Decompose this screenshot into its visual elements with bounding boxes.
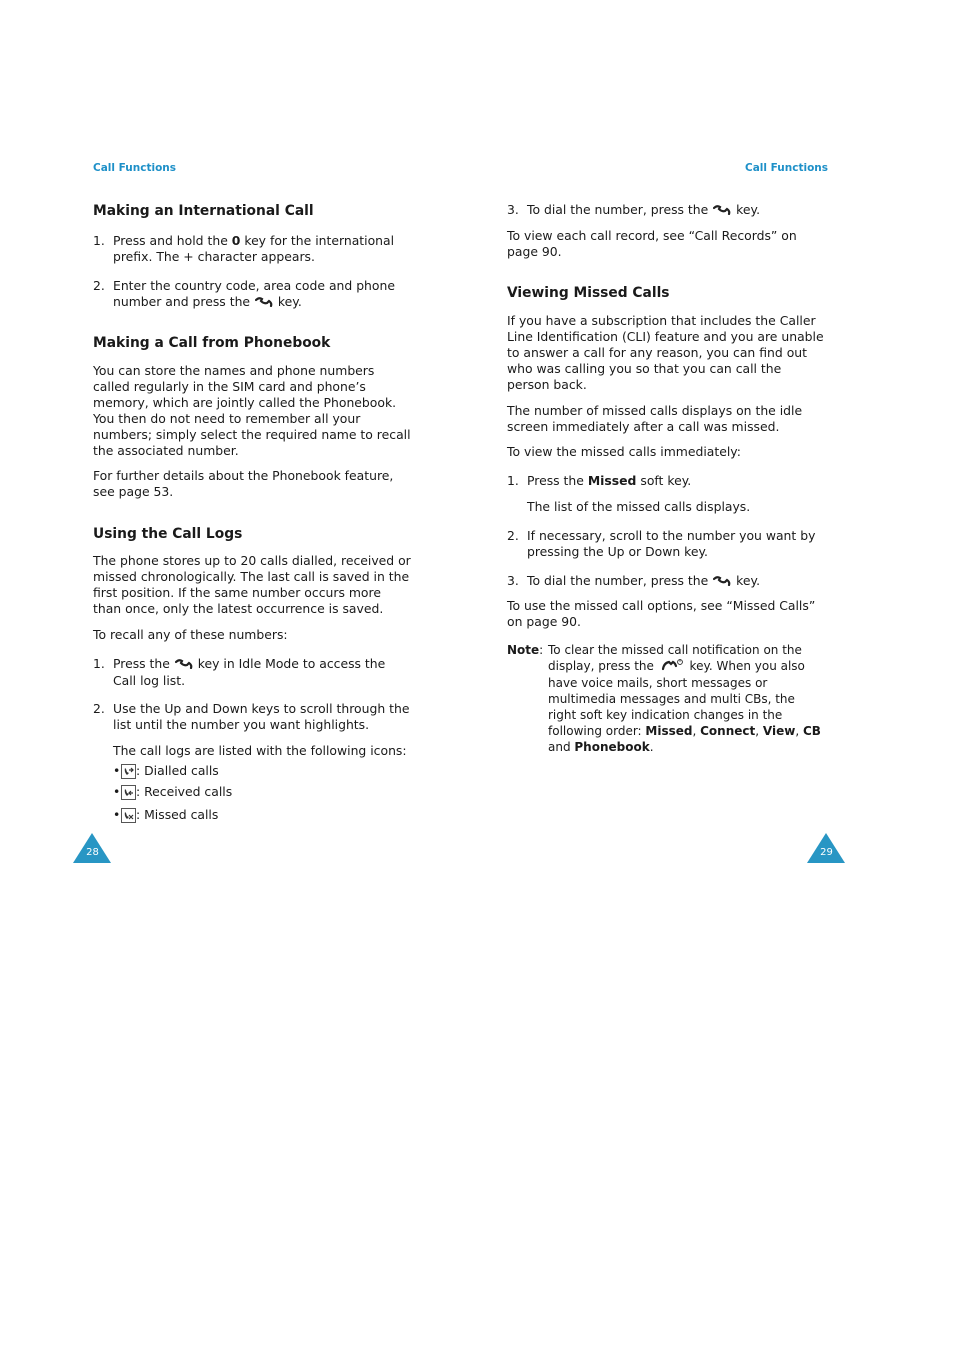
running-header-right: Call Functions <box>745 162 829 174</box>
intl-step-2: 2. Enter the country code, area code and phone number and press the key. <box>93 278 395 309</box>
missed-step-1: 1. Press the Missed soft key. <box>507 473 692 488</box>
step-number: 3. <box>507 202 519 217</box>
phone-send-icon <box>713 203 731 219</box>
logs-icons-intro: The call logs are listed with the following icons: <box>113 743 407 758</box>
page-number-left: 28 <box>86 847 99 858</box>
phonebook-paragraph-1: You can store the names and phone numbers called regularly in the SIM card and phone’s memory, which are jointly called the Phonebook. You then do not need to remember all your numbers; simply select the required name to recall the associated number. <box>93 363 411 458</box>
step-number: 2. <box>93 278 105 293</box>
missed-step-2: 2. If necessary, scroll to the number you want by pressing the Up or Down key. <box>507 528 816 559</box>
note-label: Note <box>507 643 540 657</box>
step-number: 1. <box>93 656 105 671</box>
missed-step-1-result: The list of the missed calls displays. <box>527 499 751 514</box>
phone-end-power-icon <box>659 658 685 675</box>
heading-call-from-phonebook: Making a Call from Phonebook <box>93 335 331 351</box>
list-item: • : Dialled calls <box>113 763 219 778</box>
list-item: • : Received calls <box>113 784 233 799</box>
missed-paragraph-1: If you have a subscription that includes the Caller Line Identification (CLI) feature and you are unable to answer a call for any reason, you can find out who was calling you so that you can call the person back. <box>507 313 824 392</box>
logs-step-2: 2. Use the Up and Down keys to scroll through the list until the number you want highlights. <box>93 701 410 732</box>
phonebook-paragraph-2: For further details about the Phonebook feature, see page 53. <box>93 468 394 499</box>
intl-step-1: 1. Press and hold the 0 key for the international prefix. The + character appears. <box>93 233 395 264</box>
phone-send-icon <box>255 295 273 311</box>
missed-step-3: 3. To dial the number, press the key. <box>507 573 761 588</box>
missed-call-icon <box>121 808 136 823</box>
running-header-left: Call Functions <box>93 162 177 174</box>
step-number: 1. <box>507 473 519 488</box>
heading-viewing-missed-calls: Viewing Missed Calls <box>507 285 670 301</box>
left-page <box>93 0 411 870</box>
note-block: Note: To clear the missed call notification on the display, press the key. When you also have voice mails, short messages or multimedia messages and multi CBs, the right soft key indication changes in the following order: Missed, Connect, View, CB and Phonebook. <box>507 643 821 754</box>
step-number: 1. <box>93 233 105 248</box>
heading-using-call-logs: Using the Call Logs <box>93 526 243 542</box>
logs-paragraph-1: The phone stores up to 20 calls dialled, received or missed chronologically. The last call is saved in the first position. If the same number occurs more than once, only the latest occurrence is saved. <box>93 553 411 616</box>
right-page <box>507 0 825 870</box>
key-missed: Missed <box>587 473 637 488</box>
step-number: 2. <box>93 701 105 716</box>
phone-send-icon <box>175 657 193 673</box>
phone-send-icon <box>713 574 731 590</box>
heading-international-call: Making an International Call <box>93 203 314 219</box>
list-item: • : Missed calls <box>113 807 219 822</box>
logs-paragraph-2: To recall any of these numbers: <box>93 627 288 642</box>
step-number: 3. <box>507 573 519 588</box>
missed-options-paragraph: To use the missed call options, see “Missed Calls” on page 90. <box>507 598 816 629</box>
key-zero: 0 <box>231 233 241 248</box>
missed-paragraph-3: To view the missed calls immediately: <box>507 444 741 459</box>
received-call-icon <box>121 785 136 800</box>
missed-paragraph-2: The number of missed calls displays on the idle screen immediately after a call was missed. <box>507 403 803 434</box>
page-number-right: 29 <box>820 847 833 858</box>
view-call-record-paragraph: To view each call record, see “Call Records” on page 90. <box>507 228 797 259</box>
step-number: 2. <box>507 528 519 543</box>
dialled-call-icon <box>121 764 136 779</box>
dial-step-3: 3. To dial the number, press the key. <box>507 202 761 217</box>
logs-step-1: 1. Press the key in Idle Mode to access the Call log list. <box>93 656 386 688</box>
